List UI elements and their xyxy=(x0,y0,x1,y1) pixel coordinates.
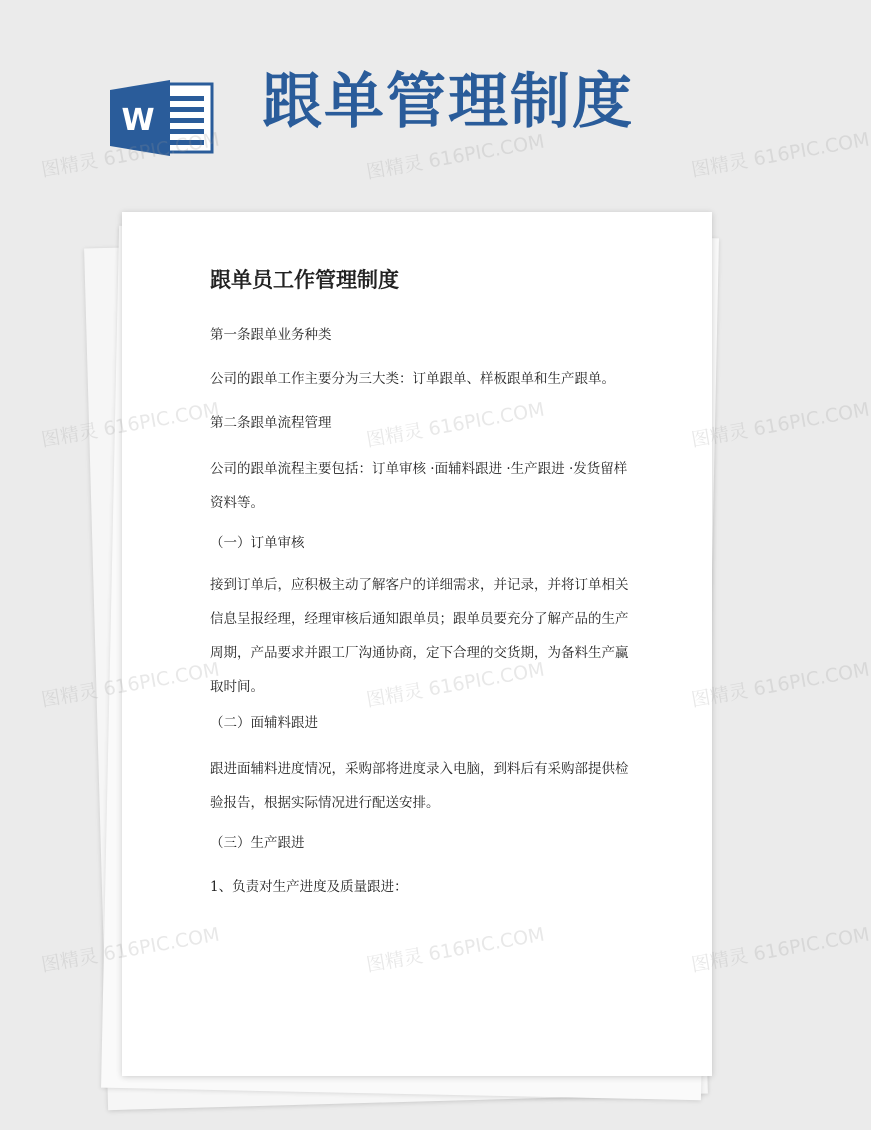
watermark: 图精灵 616PIC.COM xyxy=(39,923,222,977)
watermark: 图精灵 616PIC.COM xyxy=(364,923,547,977)
watermark: 图精灵 616PIC.COM xyxy=(39,398,222,452)
svg-text:W: W xyxy=(121,103,155,138)
watermark: 图精灵 616PIC.COM xyxy=(39,658,222,712)
section-heading-3: （三）生产跟进 xyxy=(210,835,305,851)
paragraph: 跟进面辅料进度情况，采购部将进度录入电脑，到料后有采购部提供检验报告，根据实际情况进行配送安排。 xyxy=(210,761,629,811)
watermark: 图精灵 616PIC.COM xyxy=(689,398,871,452)
watermark: 图精灵 616PIC.COM xyxy=(364,398,547,452)
watermark: 图精灵 616PIC.COM xyxy=(364,130,547,184)
watermark: 图精灵 616PIC.COM xyxy=(689,658,871,712)
watermark: 图精灵 616PIC.COM xyxy=(364,658,547,712)
article-heading-1: 第一条跟单业务种类 xyxy=(210,327,332,343)
document-title: 跟单员工作管理制度 xyxy=(210,267,399,292)
section-heading-1: （一）订单审核 xyxy=(210,535,305,551)
article-heading-2: 第二条跟单流程管理 xyxy=(210,415,332,431)
app-title: 跟单管理制度 xyxy=(262,67,634,137)
paragraph: 接到订单后，应积极主动了解客户的详细需求，并记录，并将订单相关信息呈报经理，经理审核后通知跟单员；跟单员要充分了解产品的生产周期，产品要求并跟工厂沟通协商，定下合理的交货期，为备料生产赢取时间。 xyxy=(210,577,629,695)
word-logo-icon xyxy=(108,78,218,158)
list-item: 1、负责对生产进度及质量跟进： xyxy=(210,879,408,895)
section-heading-2: （二）面辅料跟进 xyxy=(210,715,318,731)
watermark: 图精灵 616PIC.COM xyxy=(689,923,871,977)
watermark: 图精灵 616PIC.COM xyxy=(39,128,222,182)
paragraph: 公司的跟单流程主要包括：订单审核 ·面辅料跟进 ·生产跟进 ·发货留样资料等。 xyxy=(210,461,628,511)
watermark: 图精灵 616PIC.COM xyxy=(689,128,871,182)
header xyxy=(0,0,800,200)
paragraph: 公司的跟单工作主要分为三大类：订单跟单、样板跟单和生产跟单。 xyxy=(210,371,615,387)
